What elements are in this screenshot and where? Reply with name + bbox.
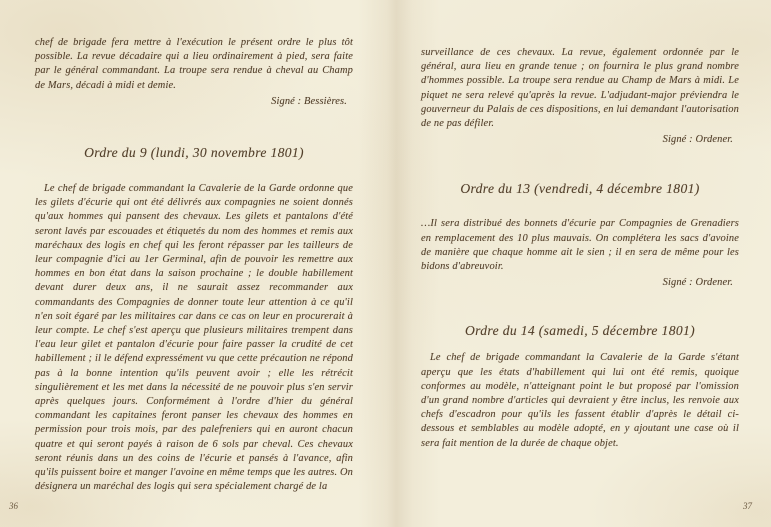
order-14-body: Le chef de brigade commandant la Cavalerie de la Garde s'étant aperçu que les états d'habillement qui lui ont été remis, quoique conformes au modèle, n'atteignant point le but proposé par l'omission d'un grand nombre d'articles qui devraient y être inclus, les renvoie aux chefs d'escadron pour qu'ils les fassent établir d'après le détail ci-dessous et semblables au modèle adopté, en y ajoutant une case où il sera fait mention de la durée de chaque objet. xyxy=(421,352,739,449)
order-13-signature: Signé : Ordener. xyxy=(662,277,733,289)
left-page-number: 36 xyxy=(9,501,18,511)
left-page xyxy=(35,36,353,494)
order-9-heading: Ordre du 9 (lundi, 30 novembre 1801) xyxy=(84,145,304,161)
order-13-body: …Il sera distribué des bonnets d'écurie par Compagnies de Grenadiers en remplacement des 10 plus mauvais. On complétera les sacs d'avoine de manière que chaque homme ait le sien ; il en sera de même pour les bidons d'abreuvoir. xyxy=(421,218,739,273)
left-opening-paragraph: chef de brigade fera mettre à l'exécution le présent ordre le plus tôt possible. La revue décadaire qui a lieu ordinairement à pied, sera faite par le général commandant. La troupe sera rendue à cheval au Champ de Mars, décadi à midi et demie. xyxy=(35,37,353,91)
left-opening-signature: Signé : Bessières. xyxy=(271,95,347,107)
order-13-heading: Ordre du 13 (vendredi, 4 décembre 1801) xyxy=(460,181,700,197)
right-opening-signature: Signé : Ordener. xyxy=(662,134,733,146)
order-9-body: Le chef de brigade commandant la Cavalerie de la Garde ordonne que les gilets d'écurie qui ont été délivrés aux compagnies ne soient donnés qu'aux hommes qui pansent des chevaux. Les gilets et pantalons d'été seront lavés par escouades et étiquetés du nom des hommes et remis aux maréchaux des logis en chef qui les feront répasser par les tailleurs de leur compagnie d'ici au 1er Germinal, afin de pouvoir les remettre aux hommes en bon état dans la saison prochaine ; le double habillement devant durer deux ans, il ne saurait assez recommander aux commandants des Compagnies de donner toute leur attention à ce qu'il n'en soit égaré par les militaires car dans ce cas on leur en procurerait à leur compte. Le chef s'est aperçu que plusieurs militaires trempent dans l'eau leur gilet et pantalon d'écurie pour faire passer la crudité de cet habillement ; il le défend expressément vu que cette précaution ne répond pas à la bonne intention qu'ils peuvent avoir ; elle les rétrécit singulièrement et les met dans la nécessité de ne pouvoir plus s'en servir après quelques jours. Conformément à l'ordre d'hier du général commandant les capitaines feront panser les chevaux des hommes en permission pour trois mois, par des palefreniers qui en auront chacun quatre et qui seront payés à raison de 6 sols par cheval. Ces chevaux seront réunis dans un des coins de l'écurie et pansés à l'avance, afin qu'ils puissent boire et manger l'avoine en même temps que les autres. On désignera un maréchal des logis qui sera spécialement chargé de la xyxy=(35,183,353,493)
right-page-number: 37 xyxy=(743,501,752,511)
right-opening-paragraph: surveillance de ces chevaux. La revue, également ordonnée par le général, aura lieu en grande tenue ; on fournira le plus grand nombre d'hommes possible. La troupe sera rendue au Champ de Mars à midi. Le piquet ne sera relevé qu'après la revue. L'adjudant-major préviendra le gouverneur du Palais de ces dispositions, en lui demandant l'autorisation de ne pas défiler. xyxy=(421,47,739,130)
order-14-heading: Ordre du 14 (samedi, 5 décembre 1801) xyxy=(464,323,696,339)
right-page xyxy=(421,46,739,451)
